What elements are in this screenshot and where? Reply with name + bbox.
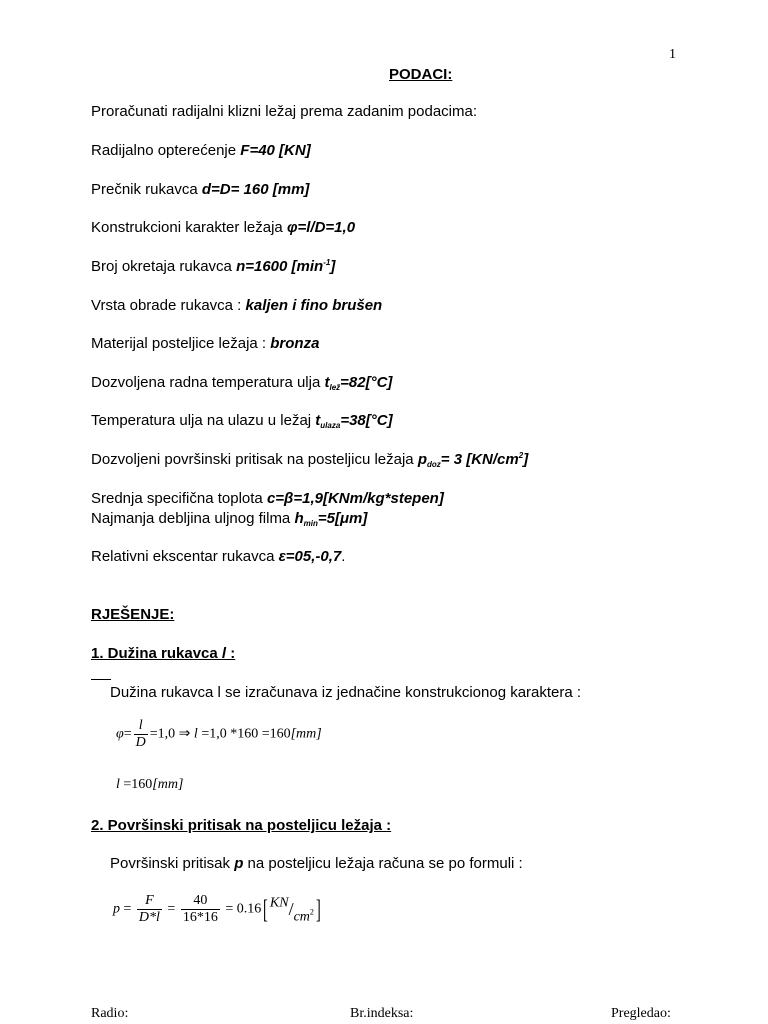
param-symbol: t	[324, 374, 330, 391]
section2-text-b: na posteljicu ležaja računa se po formuli :	[243, 855, 523, 872]
eq-numerator: l	[138, 718, 143, 733]
solution-heading: RJEŠENJE:	[91, 606, 175, 623]
param-label: Radijalno opterećenje	[91, 142, 241, 159]
param-label: Dozvoljena radna temperatura ulja	[91, 374, 325, 391]
eq-unit-sup: 2	[309, 907, 314, 917]
eq-unit-den: cm	[293, 909, 310, 925]
section2-text	[110, 855, 523, 872]
param-value: d=D= 160 [mm]	[201, 181, 310, 198]
short-rule	[91, 679, 111, 680]
param-superscript: -1	[323, 258, 331, 267]
intro-text: Proračunati radijalni klizni ležaj prema zadanim podacima:	[91, 103, 478, 120]
param-value: φ=l/D=1,0	[286, 219, 356, 236]
eq-rest: =160	[119, 777, 153, 792]
footer-reviewed-by: Pregledao:	[611, 1006, 671, 1021]
eq-l-symbol: l	[116, 777, 120, 792]
equation-phi	[116, 718, 322, 751]
param-heat	[91, 490, 444, 507]
param-subscript: doz	[427, 460, 441, 469]
section1-title-symbol: l	[221, 645, 227, 662]
eq-result: = 0.16	[221, 901, 262, 917]
param-subscript: ulaza	[320, 421, 341, 430]
param-label: Vrsta obrade rukavca :	[91, 297, 246, 314]
param-eccentric	[91, 548, 345, 565]
bracket-open: [	[263, 894, 268, 924]
eq-phi-symbol: φ	[116, 726, 124, 742]
param-value: bronza	[270, 335, 320, 352]
eq-unit-num: KN	[269, 895, 289, 911]
section1-text: Dužina rukavca l se izračunava iz jednačine konstrukcionog karaktera :	[110, 684, 582, 701]
param-value-end: ]	[330, 258, 336, 275]
eq-denominator: D	[135, 735, 146, 750]
param-diameter	[91, 181, 309, 198]
eq-rest: =1,0 ⇒	[149, 726, 194, 742]
eq-fraction-numeric	[181, 893, 220, 926]
param-symbol: p	[417, 451, 427, 468]
param-label: Broj okretaja rukavca	[91, 258, 237, 275]
section2-symbol: p	[234, 855, 244, 872]
eq-fraction-symbolic	[137, 893, 162, 926]
section1-title	[91, 645, 235, 662]
param-temp-allowed	[91, 374, 392, 392]
param-tail: .	[341, 548, 346, 565]
eq-rest-2: =1,0 *160 =160	[197, 726, 291, 742]
eq-unit: [mm]	[290, 726, 322, 742]
section1-title-end: :	[226, 645, 236, 662]
param-material	[91, 335, 319, 352]
eq-fraction	[134, 718, 148, 751]
param-label: Materijal posteljice ležaja :	[91, 335, 271, 352]
param-superscript: 2	[518, 451, 524, 460]
eq-sign: =	[163, 901, 179, 917]
param-subscript: min	[303, 519, 318, 528]
param-symbol: h	[294, 510, 304, 527]
param-label: Dozvoljeni površinski pritisak na posteljicu ležaja	[91, 451, 418, 468]
eq-denominator: 16*16	[182, 910, 218, 925]
param-value: ε=05,-0,7	[278, 548, 342, 565]
eq-numerator: 40	[193, 893, 208, 908]
param-value-end: ]	[523, 451, 529, 468]
eq-unit: [mm]	[152, 777, 184, 792]
param-value: =5[μm]	[317, 510, 368, 527]
param-label: Najmanja debljina uljnog filma	[91, 510, 295, 527]
eq-sign: =	[123, 726, 132, 742]
footer-index: Br.indeksa:	[350, 1006, 414, 1021]
section2-text-a: Površinski pritisak	[110, 855, 235, 872]
section2-title: 2. Površinski pritisak na posteljicu ležaja :	[91, 817, 392, 834]
param-speed	[91, 258, 335, 275]
eq-l-symbol: l	[193, 726, 198, 742]
section1-title-text: 1. Dužina rukavca	[91, 645, 222, 662]
param-label: Srednja specifična toplota	[91, 490, 267, 507]
page-number: 1	[669, 47, 676, 62]
param-character	[91, 219, 355, 236]
eq-p-symbol: p	[113, 901, 120, 917]
param-label: Prečnik rukavca	[91, 181, 202, 198]
heading-data: PODACI:	[389, 66, 453, 83]
param-label: Temperatura ulja na ulazu u ležaj	[91, 412, 316, 429]
bracket-close: ]	[315, 894, 321, 924]
eq-sign: =	[120, 901, 135, 917]
param-value: =82[°C]	[340, 374, 393, 391]
footer-made-by: Radio:	[91, 1006, 129, 1021]
param-value: =38[°C]	[340, 412, 393, 429]
param-temp-inlet	[91, 412, 393, 430]
param-value: n=1600 [min	[236, 258, 324, 275]
param-label: Relativni ekscentar rukavca	[91, 548, 279, 565]
param-finish	[91, 297, 382, 314]
param-symbol: t	[315, 412, 321, 429]
equation-l	[116, 777, 183, 793]
unit-slash: /	[288, 899, 294, 919]
param-subscript: lež	[329, 383, 341, 392]
param-value: = 3 [KN/cm	[440, 451, 519, 468]
param-pressure	[91, 451, 528, 469]
param-value: c=β=1,9[KNm/kg*stepen]	[266, 490, 444, 507]
eq-numerator: F	[145, 893, 154, 908]
param-value: kaljen i fino brušen	[245, 297, 383, 314]
param-film	[91, 510, 367, 528]
eq-denominator: D*l	[138, 910, 160, 925]
param-label: Konstrukcioni karakter ležaja	[91, 219, 287, 236]
equation-pressure	[113, 893, 323, 926]
param-load	[91, 142, 311, 159]
param-value: F=40 [KN]	[240, 142, 311, 159]
